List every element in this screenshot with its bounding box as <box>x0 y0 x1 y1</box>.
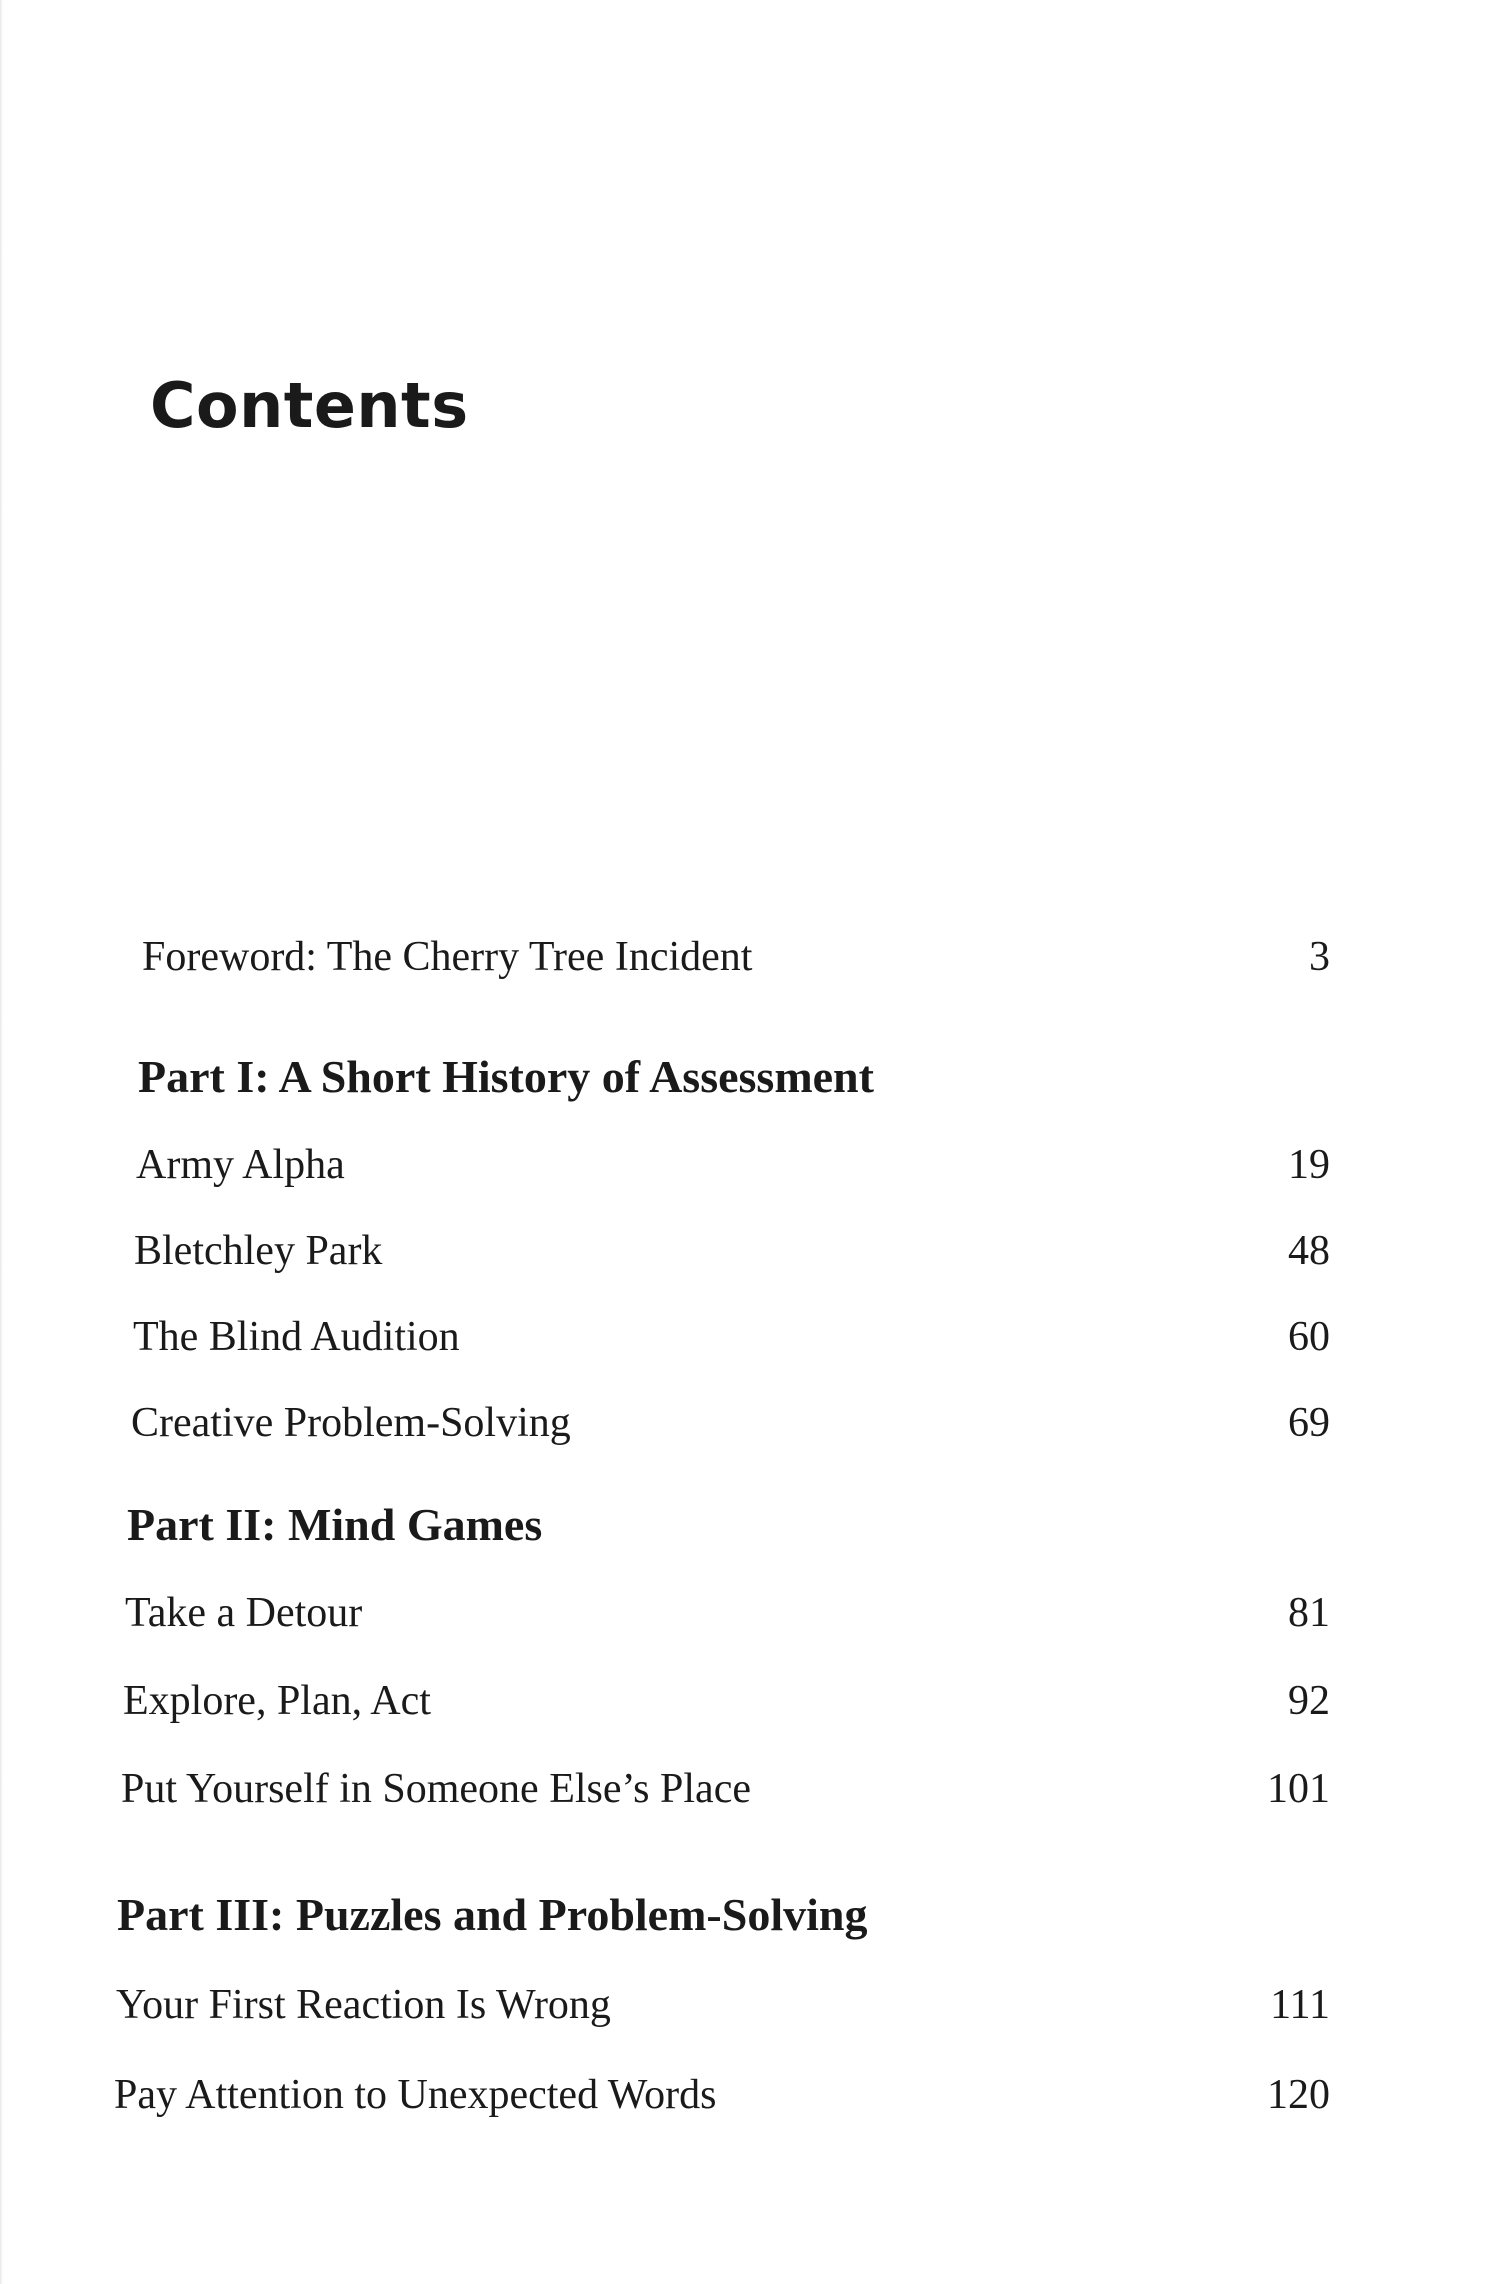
toc-entry[interactable] <box>0 1758 1330 1820</box>
entry-title: Army Alpha <box>136 1142 345 1188</box>
toc-entry-foreword[interactable] <box>0 926 1330 988</box>
entry-title: The Blind Audition <box>133 1314 460 1360</box>
entry-page-number: 60 <box>1288 1314 1330 1360</box>
entry-title: Creative Problem-Solving <box>131 1400 571 1446</box>
part-3-heading[interactable]: Part III: Puzzles and Problem-Solving <box>117 1889 868 1940</box>
entry-title: Bletchley Park <box>134 1228 383 1274</box>
toc-entry[interactable] <box>0 2064 1330 2126</box>
entry-page-number: 81 <box>1288 1590 1330 1636</box>
toc-entry[interactable] <box>0 1306 1330 1368</box>
toc-entry[interactable] <box>0 1670 1330 1732</box>
entry-page-number: 111 <box>1270 1982 1330 2028</box>
toc-entry[interactable] <box>0 1220 1330 1282</box>
entry-title: Foreword: The Cherry Tree Incident <box>142 934 753 980</box>
entry-page-number: 3 <box>1309 934 1330 980</box>
toc-entry[interactable] <box>0 1582 1330 1644</box>
part-1-heading[interactable]: Part I: A Short History of Assessment <box>138 1051 874 1102</box>
entry-title: Your First Reaction Is Wrong <box>116 1982 611 2028</box>
toc-entry[interactable] <box>0 1134 1330 1196</box>
entry-page-number: 120 <box>1267 2072 1330 2118</box>
toc-entry[interactable] <box>0 1392 1330 1454</box>
part-2-heading[interactable]: Part II: Mind Games <box>127 1499 543 1550</box>
entry-page-number: 69 <box>1288 1400 1330 1446</box>
entry-title: Explore, Plan, Act <box>123 1678 431 1724</box>
entry-page-number: 92 <box>1288 1678 1330 1724</box>
toc-entry[interactable] <box>0 1974 1330 2036</box>
entry-page-number: 101 <box>1267 1766 1330 1812</box>
entry-page-number: 48 <box>1288 1228 1330 1274</box>
entry-title: Pay Attention to Unexpected Words <box>114 2072 717 2118</box>
entry-page-number: 19 <box>1288 1142 1330 1188</box>
contents-heading: Contents <box>150 369 469 442</box>
entry-title: Put Yourself in Someone Else’s Place <box>121 1766 751 1812</box>
entry-title: Take a Detour <box>125 1590 363 1636</box>
